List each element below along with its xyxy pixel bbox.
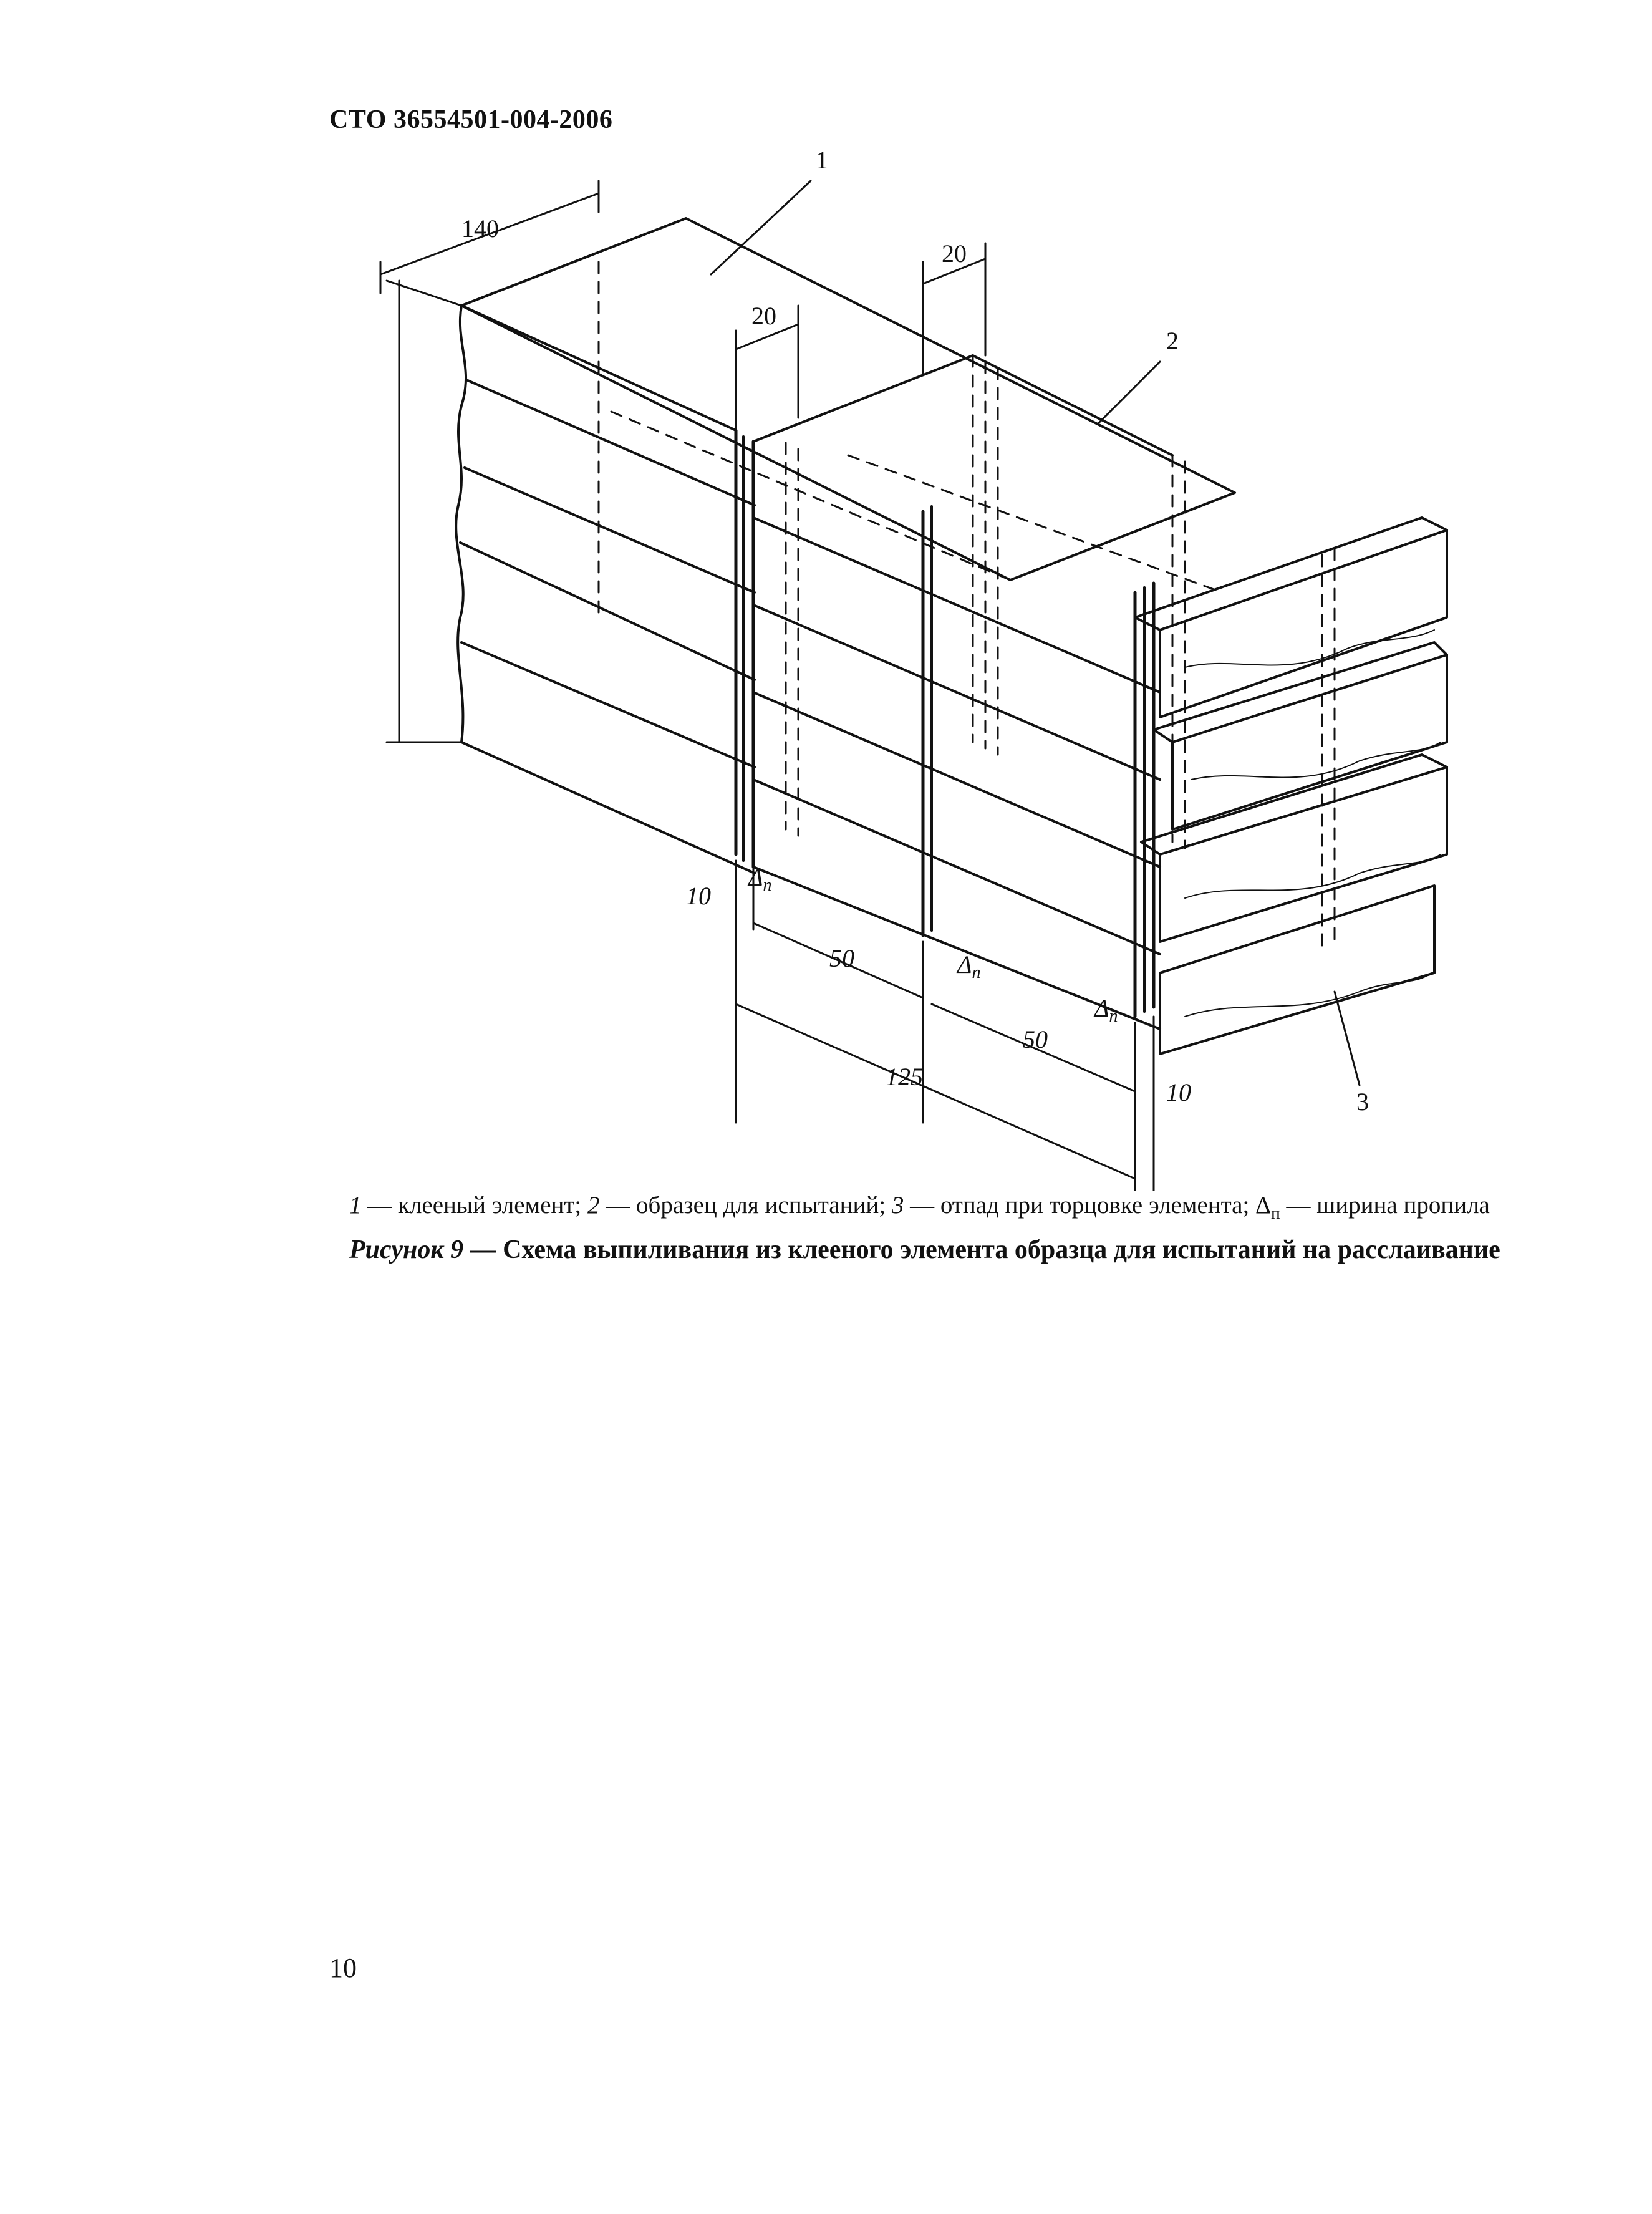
page-number: 10 [329,1953,357,1983]
dim-50-left: 50 [829,944,854,972]
caption-label: Рисунок 9 [349,1235,464,1264]
figure-legend: 1 — клееный элемент; 2 — образец для испытаний; 3 — отпад при торцовке элемента; $\Delta_п$ — ширина пропила [349,1192,1490,1222]
callout-3: 3 [1356,1088,1369,1116]
dim-10-left: 10 [686,882,711,910]
offcut-board-3 [1160,767,1447,942]
dim-delta-3: $\Delta_п$ [1094,994,1118,1026]
callout-2: 2 [1166,327,1179,355]
dim-20-left: 20 [751,302,776,330]
document-header: СТО 36554501-004-2006 [329,105,613,134]
dim-delta-2: $\Delta_п$ [957,950,981,982]
dim-125: 125 [886,1063,923,1091]
dim-140: 140 [461,215,499,243]
offcut-board-4 [1160,886,1434,1054]
figure-9-drawing [349,143,1472,1191]
glued-element-top-face [461,218,1235,580]
dim-10-right: 10 [1166,1078,1191,1106]
dim-20-right: 20 [942,239,967,268]
glued-element-left-edge [456,306,466,742]
figure-caption [349,1235,1500,1265]
caption-text: — Схема выпиливания из клееного элемента образца для испытаний на расслаивание [463,1235,1500,1264]
isometric-schematic [349,143,1472,1191]
callout-1: 1 [816,146,828,174]
dim-delta-1: $\Delta_п$ [748,863,772,895]
dim-50-right: 50 [1023,1025,1048,1053]
